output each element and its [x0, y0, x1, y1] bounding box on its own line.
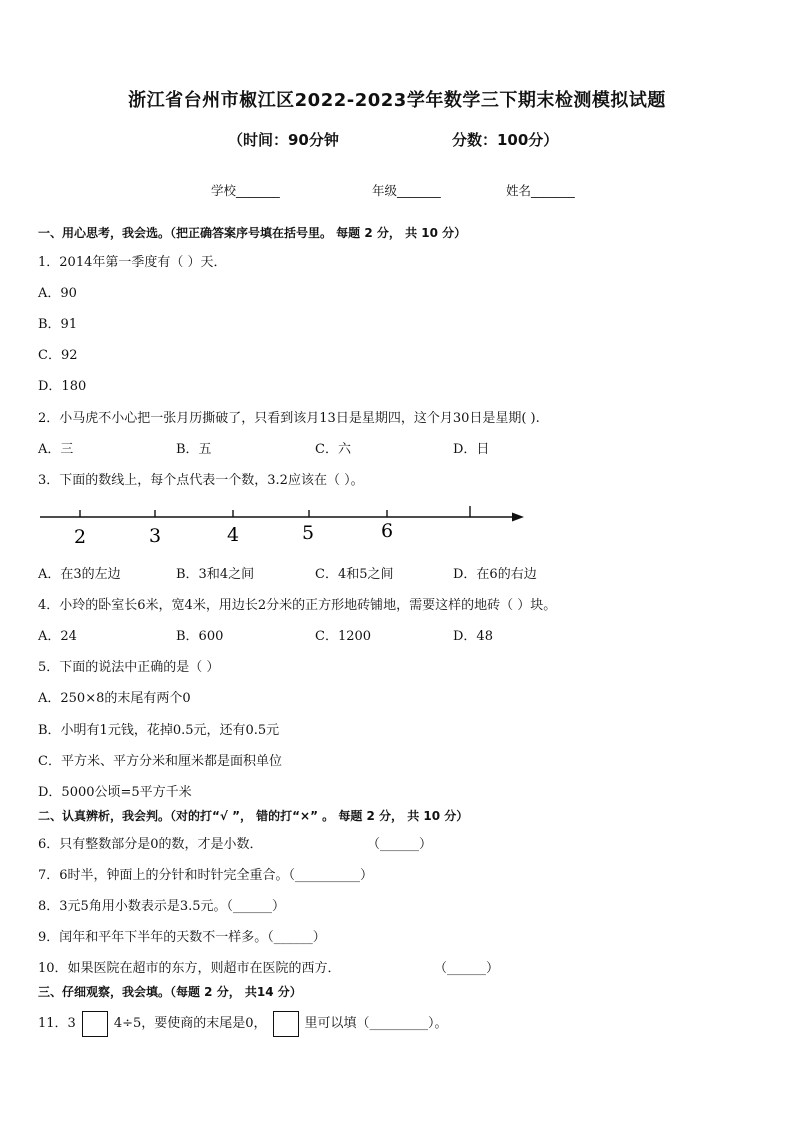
q5-option-d: D．5000公顷=5平方千米: [38, 785, 192, 800]
q8-stem: 8．3元5角用小数表示是3.5元。（______）: [38, 899, 285, 914]
q11-middle: 4÷5，要使商的末尾是0，: [113, 1016, 267, 1031]
q3-option-a: A．在3的左边: [38, 567, 121, 582]
section3-heading: 三、仔细观察，我会填。（每题 2 分， 共14 分）: [38, 985, 302, 999]
q4-option-d: D．48: [453, 629, 493, 644]
q2-option-c: C．六: [315, 442, 351, 457]
q1-stem: 1．2014年第一季度有（ ）天．: [38, 255, 227, 270]
q10-answer-blank: （______）: [434, 961, 500, 976]
page-title: 浙江省台州市椒江区2022-2023学年数学三下期末检测模拟试题: [128, 90, 666, 111]
q4-stem: 4．小玲的卧室长6米，宽4米，用边长2分米的正方形地砖铺地，需要这样的地砖（ ）块。: [38, 598, 557, 613]
section1-heading: 一、用心思考，我会选。（把正确答案序号填在括号里。 每题 2 分， 共 10 分）: [38, 226, 467, 240]
number-line-label-6: 6: [381, 520, 394, 542]
number-line-label-5: 5: [302, 522, 315, 544]
q3-option-c: C．4和5之间: [315, 567, 394, 582]
name-field: 姓名_______: [506, 183, 575, 198]
q1-option-a: A．90: [38, 286, 77, 301]
q3-stem: 3．下面的数线上，每个点代表一个数，3.2应该在（ ）。: [38, 473, 364, 488]
q11-line: [38, 1009, 448, 1039]
q4-option-b: B．600: [176, 629, 224, 644]
section2-heading: 二、认真辨析，我会判。（对的打“√ ”， 错的打“×” 。 每题 2 分， 共 10 分）: [38, 809, 469, 823]
q11-suffix: 里可以填（_________）。: [304, 1016, 448, 1031]
q2-option-d: D．日: [453, 442, 490, 457]
q2-option-a: A．三: [38, 442, 74, 457]
number-line-label-2: 2: [74, 526, 87, 548]
q4-option-c: C．1200: [315, 629, 372, 644]
q6-stem: 6．只有整数部分是0的数，才是小数．: [38, 837, 263, 852]
grade-field: 年级_______: [372, 183, 441, 198]
number-line-arrow: [512, 513, 524, 522]
q4-option-a: A．24: [38, 629, 77, 644]
exam-time: （时间：90分钟: [228, 131, 339, 149]
number-line-figure: [36, 498, 536, 554]
school-field: 学校_______: [211, 183, 280, 198]
q5-option-c: C．平方米、平方分米和厘米都是面积单位: [38, 754, 282, 769]
q3-option-b: B．3和4之间: [176, 567, 255, 582]
q5-option-b: B．小明有1元钱，花掉0.5元，还有0.5元: [38, 723, 280, 738]
q5-option-a: A．250×8的末尾有两个0: [38, 691, 191, 706]
number-line-label-4: 4: [227, 524, 240, 546]
exam-score: 分数：100分）: [452, 131, 559, 149]
q1-option-d: D．180: [38, 379, 87, 394]
q11-digit-box-1: [82, 1011, 108, 1037]
q7-stem: 7．6时半，钟面上的分针和时针完全重合。（__________）: [38, 868, 374, 883]
q1-option-b: B．91: [38, 317, 78, 332]
q11-prefix: 11．3: [38, 1016, 76, 1031]
q9-stem: 9．闰年和平年下半年的天数不一样多。（______）: [38, 930, 326, 945]
q5-stem: 5．下面的说法中正确的是（ ）: [38, 660, 220, 675]
q10-stem: 10．如果医院在超市的东方，则超市在医院的西方．: [38, 961, 341, 976]
q1-option-c: C．92: [38, 348, 78, 363]
q3-option-d: D．在6的右边: [453, 567, 537, 582]
q2-option-b: B．五: [176, 442, 212, 457]
number-line-label-3: 3: [149, 525, 162, 547]
q11-digit-box-2: [273, 1011, 299, 1037]
q6-answer-blank: （______）: [367, 837, 433, 852]
q2-stem: 2．小马虎不小心把一张月历撕破了，只看到该月13日是星期四，这个月30日是星期( ).: [38, 411, 540, 426]
